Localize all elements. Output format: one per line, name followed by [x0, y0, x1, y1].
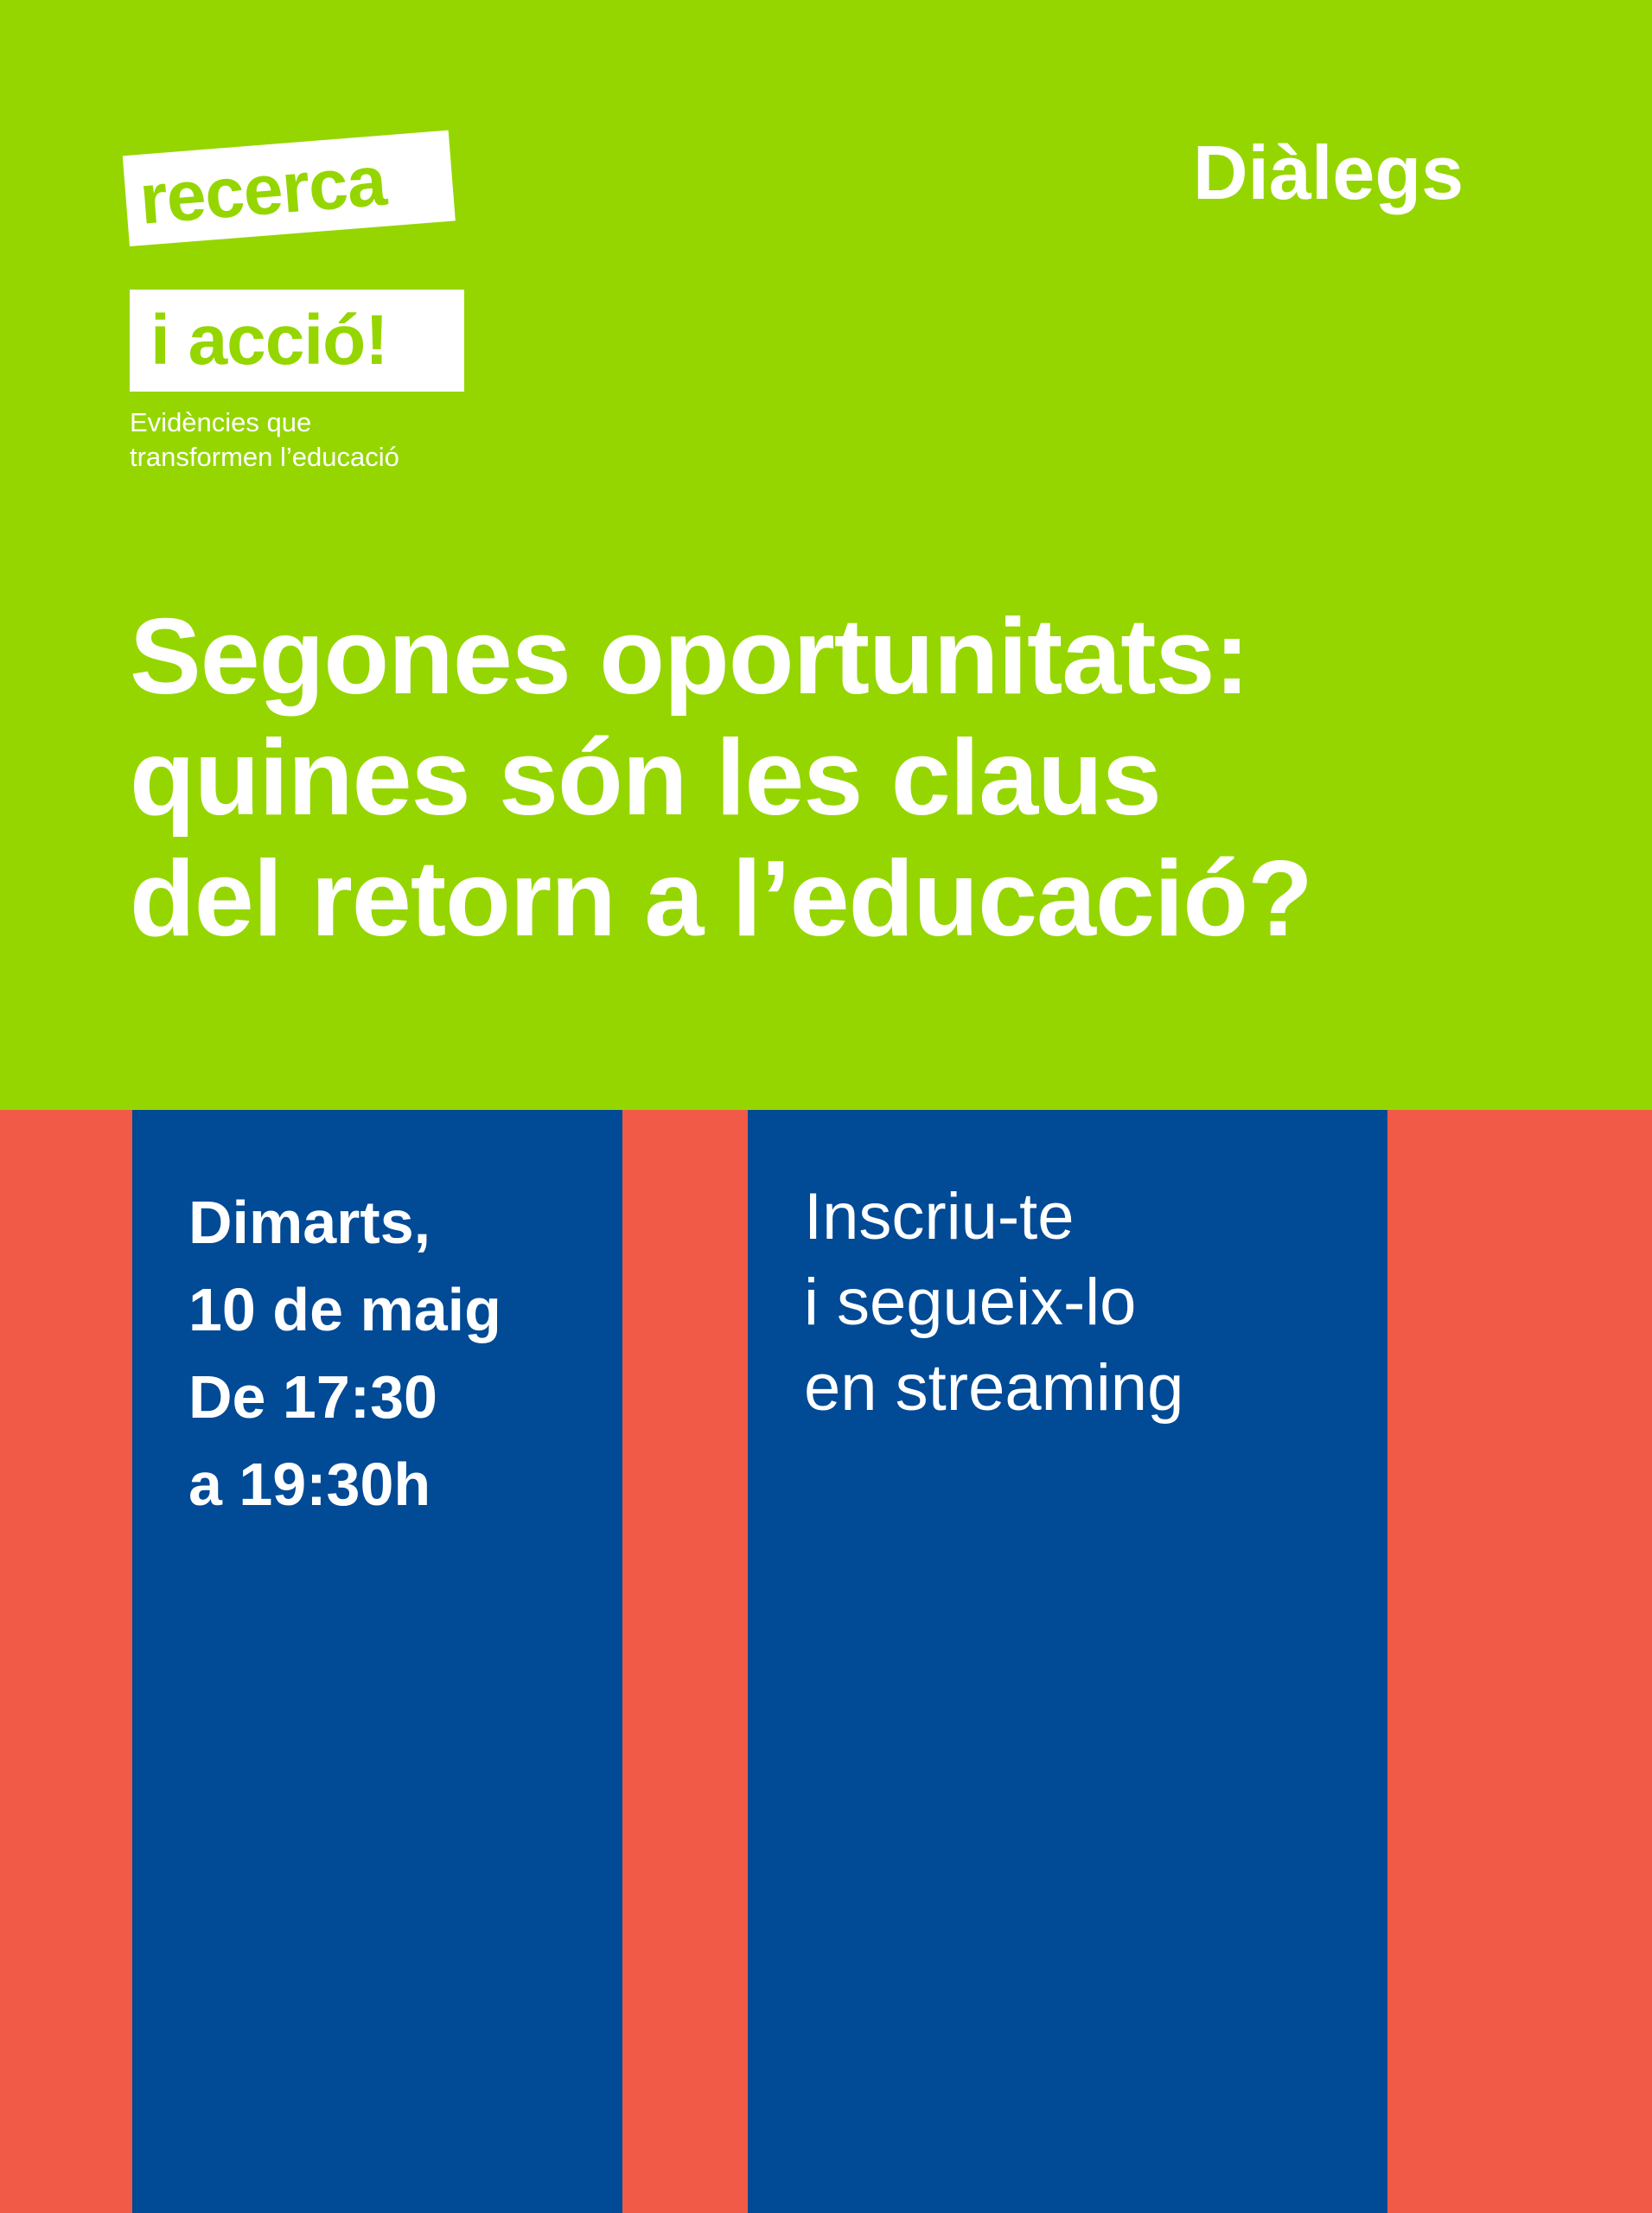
recerca-i-accio-logo [130, 143, 467, 480]
series-label: Diàlegs [1193, 130, 1464, 215]
event-date-time: Dimarts, 10 de maig De 17:30 a 19:30h [188, 1189, 501, 1518]
logo-line-1: recerca [137, 141, 389, 239]
logo-line-2: i acció! [150, 301, 388, 379]
event-title: Segones oportunitats: quines són les claus del retorn a l’educació? [130, 597, 1312, 959]
logo-tagline: Evidències que transformen l’educació [130, 407, 399, 472]
registration-call-to-action: Inscriu-te i segueix-lo en streaming [804, 1180, 1184, 1425]
logo-box-top [123, 131, 456, 246]
logo-box-bottom [130, 290, 464, 392]
